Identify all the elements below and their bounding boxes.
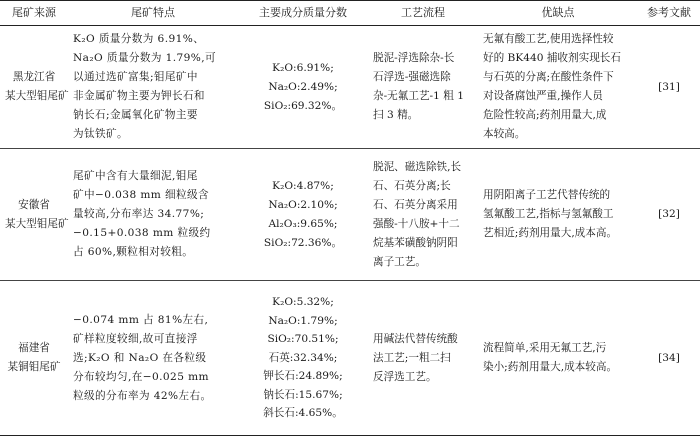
source-line: 某大型钼尾矿 <box>5 90 69 102</box>
pros-cons-line: 本较高。 <box>483 128 526 140</box>
features-cell <box>68 26 238 149</box>
components-cell <box>238 26 368 149</box>
process-cell <box>368 26 478 149</box>
features-line: 矿样粒度较细,故可直接浮 <box>73 332 198 345</box>
component-line: 石英:32.34%; <box>268 351 338 364</box>
source-line: 某铜钼尾矿 <box>7 361 61 373</box>
table-row <box>0 26 700 149</box>
features-line: −0.15+0.038 mm 粒级约 <box>73 227 211 239</box>
process-line: 脱泥、磁选除铁,长 <box>373 160 462 173</box>
features-cell <box>68 281 238 436</box>
source-line: 某大型钼尾矿 <box>5 217 69 230</box>
component-line: SiO₂:72.36%。 <box>263 236 343 249</box>
pros-cons-line: 无氟有酸工艺,使用选择性较 <box>483 33 614 45</box>
component-line: SiO₂:70.51%; <box>267 333 339 346</box>
pros-cons-line: 艺相近;药剂用量大,成本高。 <box>483 227 618 239</box>
component-line: K₂O:6.91%; <box>272 61 334 74</box>
table-row <box>0 149 700 281</box>
reference-cell: [34] <box>638 281 700 436</box>
features-line: 占 60%,颗粒相对较粗。 <box>73 246 194 258</box>
component-line: 斜长石:4.65%。 <box>263 407 343 420</box>
pros-cons-line: 氢氟酸工艺,指标与氢氟酸工 <box>483 208 614 220</box>
process-line: 石浮选-强磁选除 <box>373 71 451 83</box>
features-line: −0.074 mm 占 81%左右, <box>73 313 209 326</box>
pros-cons-line: 与石英的分离;在酸性条件下 <box>483 71 614 83</box>
component-line: Na₂O:1.79%; <box>268 314 338 327</box>
features-line: 分布较均匀,在−0.025 mm <box>73 370 209 383</box>
header-components: 主要成分质量分数 <box>238 1 368 26</box>
source-cell <box>0 149 68 281</box>
pros-cons-cell <box>478 281 638 436</box>
component-line: 钾长石:24.89%; <box>263 370 343 383</box>
process-line: 用碱法代替传统酸 <box>373 332 458 345</box>
pros-cons-line: 对设备腐蚀严重,操作人员 <box>483 90 603 102</box>
component-line: 钠长石:15.67%; <box>263 388 343 401</box>
header-source: 尾矿来源 <box>0 1 68 26</box>
source-cell <box>0 281 68 436</box>
table-row <box>0 281 700 436</box>
components-cell <box>238 281 368 436</box>
process-line: 杂-无氟工艺-1 粗 1 <box>373 90 464 102</box>
features-line: 选;K₂O 和 Na₂O 在各粒级 <box>73 351 207 364</box>
source-line: 安徽省 <box>18 198 50 211</box>
pros-cons-cell <box>478 149 638 281</box>
source-line: 福建省 <box>18 342 50 354</box>
pros-cons-line: 流程简单,采用无氟工艺,污 <box>483 342 607 354</box>
component-line: Na₂O:2.49%; <box>268 80 338 93</box>
header-features: 尾矿特点 <box>68 1 238 26</box>
features-line: 尾矿中含有大量细泥,钼尾 <box>73 170 198 182</box>
components-cell <box>238 149 368 281</box>
header-row <box>0 1 700 26</box>
process-line: 反浮选工艺。 <box>373 370 437 383</box>
header-reference: 参考文献 <box>638 1 700 26</box>
process-line: 法工艺;一粗二扫 <box>373 351 451 364</box>
process-cell <box>368 281 478 436</box>
header-pros-cons: 优缺点 <box>478 1 638 26</box>
source-cell <box>0 26 68 149</box>
source-line: 黑龙江省 <box>12 71 56 83</box>
component-line: Al₂O₃:9.65%; <box>268 217 338 230</box>
features-line: 为钛铁矿。 <box>73 128 128 140</box>
features-line: 粒级的分布率为 42%左右。 <box>73 389 212 402</box>
component-line: K₂O:5.32%; <box>272 296 334 309</box>
component-line: K₂O:4.87%; <box>272 179 334 192</box>
process-line: 石、石英分离采用 <box>373 198 458 211</box>
features-line: 以通过选矿富集;钼尾矿中 <box>73 71 198 83</box>
reference-cell: [31] <box>638 26 700 149</box>
process-line: 强酸-十八胺+十二 <box>373 217 460 230</box>
pros-cons-cell <box>478 26 638 149</box>
component-line: SiO₂:69.32%。 <box>263 99 343 112</box>
pros-cons-line: 染小;药剂用量大,成本较高。 <box>483 361 618 373</box>
features-line: 钠长石;金属氧化矿物主要 <box>73 109 198 121</box>
process-cell <box>368 149 478 281</box>
features-line: 非金属矿物主要为钾长石和 <box>73 90 205 102</box>
pros-cons-line: 好的 BK440 捕收剂实现长石 <box>483 52 621 64</box>
pros-cons-line: 危险性较高;药剂用量大,成 <box>483 109 607 121</box>
process-line: 脱泥-浮选除杂-长 <box>373 52 455 64</box>
process-line: 离子工艺。 <box>373 255 426 268</box>
pros-cons-line: 用阴阳离子工艺代替传统的 <box>483 189 611 201</box>
features-line: Na₂O 质量分数为 1.79%,可 <box>73 52 217 64</box>
component-line: Na₂O:2.10%; <box>268 198 338 211</box>
process-line: 烷基苯磺酸钠阴阳 <box>373 236 458 249</box>
features-line: 量较高,分布率达 34.77%; <box>73 208 205 220</box>
header-process: 工艺流程 <box>368 1 478 26</box>
process-line: 扫 3 精。 <box>373 109 419 121</box>
process-line: 石、石英分离;长 <box>373 179 451 192</box>
features-cell <box>68 149 238 281</box>
features-line: K₂O 质量分数为 6.91%、 <box>73 33 205 45</box>
features-line: 矿中−0.038 mm 细粒级含 <box>73 189 209 201</box>
reference-cell: [32] <box>638 149 700 281</box>
